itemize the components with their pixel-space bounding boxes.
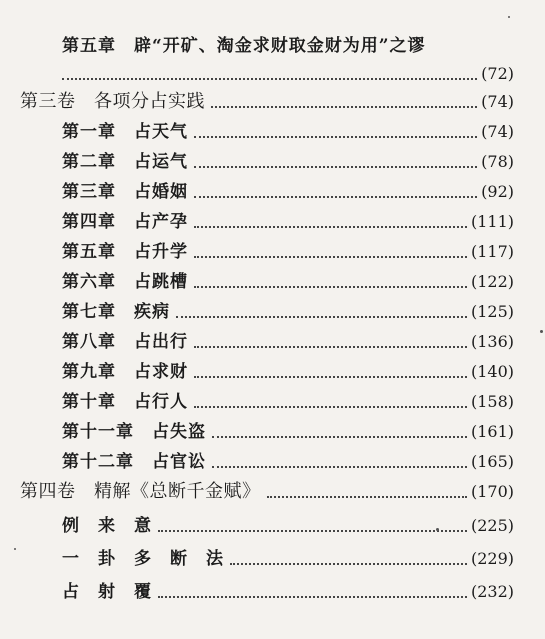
toc-entry-title: 第三章 占婚姻 (62, 182, 188, 202)
toc-leader-dots (158, 596, 467, 598)
toc-leader-dots (158, 530, 467, 532)
toc-entry-title: 第三卷 各项分占实践 (20, 91, 205, 112)
toc-entry (62, 416, 514, 444)
toc-page-number: (74) (481, 92, 514, 111)
toc-entry (20, 476, 514, 504)
scan-speck (436, 528, 439, 531)
toc-entry (62, 206, 514, 234)
toc-entry-title: 例 来 意 (62, 516, 152, 536)
toc-entry-title: 第一章 占天气 (62, 122, 188, 142)
toc-entry-title: 占 射 覆 (62, 582, 152, 602)
toc-page-number: (117) (470, 242, 514, 261)
toc-entry-title: 第四章 占产孕 (62, 212, 188, 232)
toc-entry (62, 326, 514, 354)
toc-entry (62, 576, 514, 604)
toc-entry-title: 第二章 占运气 (62, 152, 188, 172)
toc-entry-title: 第六章 占跳槽 (62, 272, 188, 292)
toc-entry (62, 58, 514, 86)
toc-entry (62, 446, 514, 474)
toc-leader-dots (194, 346, 467, 348)
toc-entry (62, 356, 514, 384)
toc-page-number: (170) (470, 482, 514, 501)
scan-speck (540, 330, 543, 333)
toc-entry (62, 510, 514, 538)
toc-page-number: (158) (470, 392, 514, 411)
toc-leader-dots (194, 196, 477, 198)
toc-page-number: (140) (470, 362, 514, 381)
scan-speck (14, 548, 16, 550)
toc-leader-dots (212, 466, 467, 468)
toc-page-number: (111) (470, 212, 514, 231)
toc-entry-title: 第十二章 占官讼 (62, 452, 206, 472)
toc-entry (62, 30, 502, 58)
toc-page-number: (136) (470, 332, 514, 351)
toc-entry (62, 116, 514, 144)
toc-page-number: (229) (470, 549, 514, 568)
toc-page-number: (78) (481, 152, 514, 171)
toc-page-number: (225) (470, 516, 514, 535)
toc-entry-title: 第八章 占出行 (62, 332, 188, 352)
toc-entry (62, 146, 514, 174)
toc-leader-dots (194, 226, 467, 228)
toc-entry-title: 第四卷 精解《总断千金赋》 (20, 481, 261, 502)
toc-entry (62, 543, 514, 571)
toc-entry (20, 86, 514, 114)
scan-speck (508, 16, 510, 18)
toc-entry-title: 第十一章 占失盗 (62, 422, 206, 442)
toc-entry (62, 296, 514, 324)
toc-page-number: (122) (470, 272, 514, 291)
toc-entry-title: 第五章 辟“开矿、淘金求财取金财为用”之谬 (62, 36, 426, 56)
toc-page-number: (165) (470, 452, 514, 471)
toc-page-number: (161) (470, 422, 514, 441)
toc-entry-title: 一 卦 多 断 法 (62, 549, 224, 569)
toc-leader-dots (212, 436, 467, 438)
toc-leader-dots (194, 256, 467, 258)
toc-entry (62, 176, 514, 204)
toc-page-number: (125) (470, 302, 514, 321)
toc-entry-title: 第七章 疾病 (62, 302, 170, 322)
toc-entry-title: 第九章 占求财 (62, 362, 188, 382)
toc-page-number: (74) (481, 122, 514, 141)
toc-leader-dots (176, 316, 467, 318)
toc-leader-dots (62, 78, 477, 80)
toc-entry (62, 386, 514, 414)
toc-page-number: (232) (470, 582, 514, 601)
toc-leader-dots (194, 166, 477, 168)
toc-leader-dots (194, 376, 467, 378)
toc-page-number: (72) (481, 64, 514, 83)
toc-entry (62, 266, 514, 294)
toc-entry-title: 第五章 占升学 (62, 242, 188, 262)
toc-leader-dots (230, 563, 467, 565)
toc-leader-dots (194, 406, 467, 408)
toc-leader-dots (194, 286, 467, 288)
toc-entry (62, 236, 514, 264)
toc-leader-dots (194, 136, 477, 138)
toc-leader-dots (211, 106, 477, 108)
toc-entry-title: 第十章 占行人 (62, 392, 188, 412)
toc-leader-dots (267, 496, 467, 498)
toc-page-number: (92) (481, 182, 514, 201)
